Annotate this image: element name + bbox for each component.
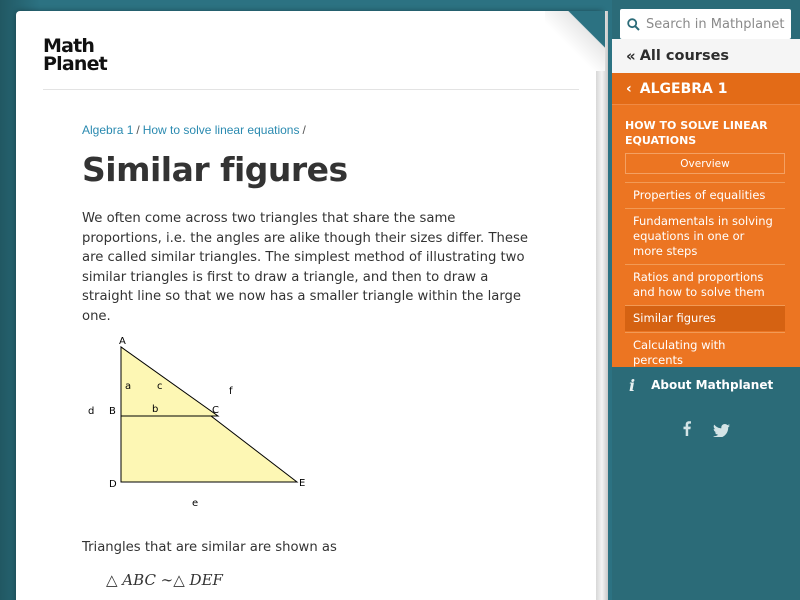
facebook-icon[interactable] bbox=[683, 421, 691, 441]
triangle-diagram bbox=[80, 330, 320, 515]
double-chevron-left-icon: « bbox=[626, 47, 636, 65]
course-header-algebra-1[interactable] bbox=[612, 73, 800, 105]
similar-notation-text: Triangles that are similar are shown as bbox=[82, 540, 337, 555]
chevron-left-icon: ‹ bbox=[626, 80, 632, 97]
topic-fundamentals[interactable]: Fundamentals in solving equations in one or more steps bbox=[625, 208, 785, 264]
info-icon: i bbox=[629, 375, 636, 395]
course-title: ALGEBRA 1 bbox=[639, 80, 728, 97]
about-label: About Mathplanet bbox=[651, 378, 774, 392]
topic-ratios-proportions[interactable]: Ratios and proportions and how to solve them bbox=[625, 264, 785, 305]
twitter-icon[interactable] bbox=[713, 424, 730, 442]
page-title: Similar figures bbox=[82, 150, 348, 189]
search-input[interactable] bbox=[646, 17, 786, 32]
breadcrumb-linear-equations[interactable]: How to solve linear equations bbox=[142, 123, 300, 137]
all-courses-label: All courses bbox=[639, 48, 730, 64]
breadcrumb-separator: / bbox=[136, 123, 140, 137]
breadcrumb-separator: / bbox=[302, 123, 306, 137]
similarity-formula: △ ABC ∼△ DEF bbox=[106, 571, 223, 589]
logo-planet: Planet bbox=[43, 53, 107, 75]
section-title[interactable]: HOW TO SOLVE LINEAR EQUATIONS bbox=[625, 119, 768, 147]
search-icon[interactable] bbox=[620, 18, 646, 31]
breadcrumb bbox=[82, 123, 309, 137]
page-curl bbox=[545, 11, 605, 71]
label-a: a bbox=[125, 381, 132, 392]
label-e: e bbox=[192, 498, 199, 509]
label-c: c bbox=[157, 381, 163, 392]
about-mathplanet-link[interactable] bbox=[612, 372, 800, 398]
breadcrumb-algebra-1[interactable]: Algebra 1 bbox=[82, 123, 134, 137]
label-B: B bbox=[109, 406, 116, 417]
mathplanet-logo[interactable] bbox=[43, 37, 107, 73]
topic-properties-of-equalities[interactable]: Properties of equalities bbox=[625, 182, 785, 208]
topic-calculating-percents[interactable]: Calculating with percents bbox=[625, 332, 785, 373]
search-box[interactable] bbox=[620, 9, 791, 39]
label-E: E bbox=[299, 478, 306, 489]
intro-paragraph: We often come across two triangles that share the same proportions, i.e. the angles are alike though their sizes differ. These are called similar triangles. The simplest method of illustrating two similar triangles is first to draw a triangle, and then to draw a straight line so that we now has a smaller triangle within the large one. bbox=[82, 211, 528, 324]
header-divider bbox=[43, 89, 579, 90]
label-C: C bbox=[212, 405, 219, 416]
topic-similar-figures[interactable]: Similar figures bbox=[625, 305, 785, 331]
overview-button[interactable]: Overview bbox=[625, 153, 785, 174]
page-edge bbox=[596, 11, 608, 600]
label-A: A bbox=[119, 336, 126, 347]
all-courses-link[interactable] bbox=[612, 39, 800, 73]
similar-triangles-figure bbox=[80, 330, 320, 515]
label-b: b bbox=[152, 404, 159, 415]
label-f: f bbox=[229, 386, 233, 397]
label-d: d bbox=[88, 406, 95, 417]
label-D: D bbox=[109, 479, 117, 490]
logo-math: Math bbox=[43, 35, 95, 57]
small-triangle bbox=[121, 347, 218, 416]
